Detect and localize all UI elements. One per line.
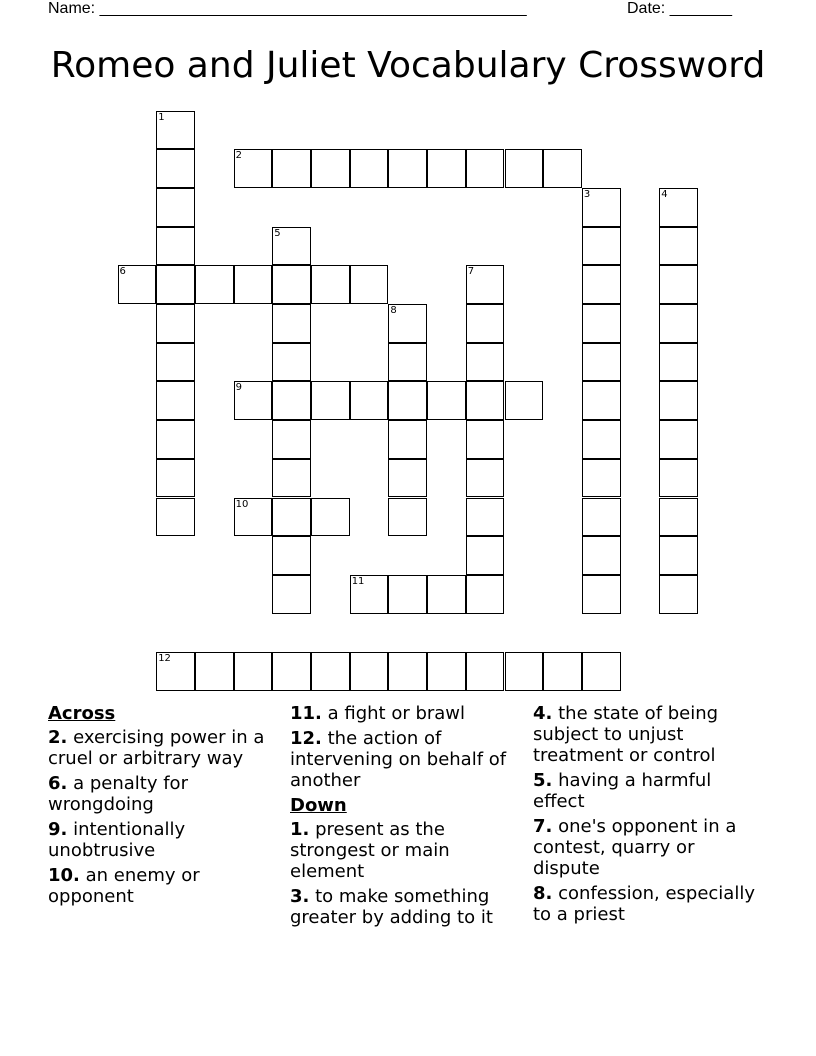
crossword-cell[interactable] xyxy=(659,227,698,266)
clue-item xyxy=(290,819,522,882)
crossword-cell[interactable] xyxy=(582,459,621,498)
crossword-cell[interactable] xyxy=(659,188,698,227)
crossword-cell[interactable] xyxy=(234,652,273,691)
crossword-cell[interactable] xyxy=(272,536,311,575)
crossword-cell[interactable] xyxy=(350,575,389,614)
clue-number: 8. xyxy=(533,883,553,904)
crossword-cell[interactable] xyxy=(466,343,505,382)
crossword-cell[interactable] xyxy=(543,652,582,691)
clue-text: intentionally unobtrusive xyxy=(48,819,186,861)
clue-number: 1. xyxy=(290,819,310,840)
crossword-cell[interactable] xyxy=(582,343,621,382)
crossword-cell[interactable] xyxy=(156,227,195,266)
clue-number: 7. xyxy=(533,816,553,837)
crossword-cell[interactable] xyxy=(272,652,311,691)
clue-number: 11. xyxy=(290,703,322,724)
crossword-cell[interactable] xyxy=(582,188,621,227)
clue-text: to make something greater by adding to it xyxy=(290,886,493,928)
cell-clue-number: 8 xyxy=(390,305,397,316)
cell-clue-number: 3 xyxy=(583,188,591,200)
clue-number: 10. xyxy=(48,865,80,886)
crossword-cell[interactable] xyxy=(466,420,505,459)
crossword-cell[interactable] xyxy=(659,381,698,420)
crossword-cell[interactable] xyxy=(350,381,389,420)
crossword-cell[interactable] xyxy=(466,459,505,498)
crossword-cell[interactable] xyxy=(156,420,195,459)
crossword-cell[interactable] xyxy=(659,265,698,304)
crossword-cell[interactable] xyxy=(659,343,698,382)
crossword-cell[interactable] xyxy=(388,575,427,614)
clue-text: an enemy or opponent xyxy=(48,865,200,907)
crossword-cell[interactable] xyxy=(350,265,389,304)
crossword-cell[interactable] xyxy=(156,188,195,227)
crossword-cell[interactable] xyxy=(582,536,621,575)
crossword-cell[interactable] xyxy=(427,575,466,614)
crossword-cell[interactable] xyxy=(156,149,195,188)
crossword-cell[interactable] xyxy=(388,498,427,537)
crossword-cell[interactable] xyxy=(156,343,195,382)
crossword-cell[interactable] xyxy=(311,381,350,420)
crossword-cell[interactable] xyxy=(350,149,389,188)
crossword-cell[interactable] xyxy=(234,265,273,304)
crossword-cell[interactable] xyxy=(156,652,195,691)
crossword-cell[interactable] xyxy=(659,575,698,614)
clue-item xyxy=(533,703,765,766)
crossword-cell[interactable] xyxy=(582,381,621,420)
clue-section-heading: Across xyxy=(48,703,116,724)
crossword-cell[interactable] xyxy=(466,265,505,304)
crossword-cell[interactable] xyxy=(659,420,698,459)
crossword-cell[interactable] xyxy=(388,343,427,382)
crossword-cell[interactable] xyxy=(156,381,195,420)
crossword-cell[interactable] xyxy=(659,304,698,343)
crossword-cell[interactable] xyxy=(582,420,621,459)
crossword-cell[interactable] xyxy=(505,652,544,691)
crossword-cell[interactable] xyxy=(427,652,466,691)
crossword-cell[interactable] xyxy=(582,227,621,266)
clue-column-3 xyxy=(533,703,765,929)
crossword-cell[interactable] xyxy=(427,149,466,188)
crossword-cell[interactable] xyxy=(388,149,427,188)
crossword-cell[interactable] xyxy=(156,304,195,343)
crossword-cell[interactable] xyxy=(427,381,466,420)
crossword-cell[interactable] xyxy=(505,381,544,420)
clue-number: 2. xyxy=(48,727,68,748)
clue-number: 12. xyxy=(290,728,322,749)
crossword-cell[interactable] xyxy=(388,381,427,420)
crossword-cell[interactable] xyxy=(466,149,505,188)
clue-section-heading: Down xyxy=(290,795,347,816)
clue-number: 6. xyxy=(48,773,68,794)
crossword-cell[interactable] xyxy=(582,304,621,343)
crossword-cell[interactable] xyxy=(272,381,311,420)
crossword-cell[interactable] xyxy=(388,304,427,343)
crossword-cell[interactable] xyxy=(466,536,505,575)
clue-item xyxy=(48,819,280,861)
crossword-cell[interactable] xyxy=(234,498,273,537)
clue-item xyxy=(533,816,765,879)
crossword-cell[interactable] xyxy=(582,652,621,691)
crossword-cell[interactable] xyxy=(659,536,698,575)
clue-item xyxy=(290,703,522,724)
clue-number: 3. xyxy=(290,886,310,907)
crossword-cell[interactable] xyxy=(466,652,505,691)
crossword-cell[interactable] xyxy=(272,227,311,266)
crossword-cell[interactable] xyxy=(234,381,273,420)
crossword-cell[interactable] xyxy=(466,498,505,537)
crossword-cell[interactable] xyxy=(311,652,350,691)
clue-text: present as the strongest or main element xyxy=(290,819,450,882)
cell-clue-number: 1 xyxy=(158,111,165,123)
crossword-cell[interactable] xyxy=(118,265,157,304)
crossword-cell[interactable] xyxy=(659,459,698,498)
cell-clue-number: 2 xyxy=(235,150,242,162)
crossword-cell[interactable] xyxy=(543,149,582,188)
clue-item xyxy=(48,773,280,815)
crossword-cell[interactable] xyxy=(234,149,273,188)
crossword-cell[interactable] xyxy=(195,652,234,691)
clue-text: a fight or brawl xyxy=(321,703,466,724)
page-title: Romeo and Juliet Vocabulary Crossword xyxy=(50,45,766,86)
crossword-cell[interactable] xyxy=(311,149,350,188)
crossword-cell[interactable] xyxy=(272,265,311,304)
crossword-cell[interactable] xyxy=(466,381,505,420)
crossword-cell[interactable] xyxy=(582,498,621,537)
clue-item xyxy=(48,865,280,907)
cell-clue-number: 10 xyxy=(235,498,249,510)
clue-text: one's opponent in a contest, quarry or dispute xyxy=(533,816,737,879)
crossword-cell[interactable] xyxy=(272,420,311,459)
clue-column-2 xyxy=(290,703,522,932)
crossword-cell[interactable] xyxy=(156,265,195,304)
clue-item xyxy=(533,770,765,812)
cell-clue-number: 9 xyxy=(235,382,242,394)
cell-clue-number: 11 xyxy=(351,575,365,587)
clue-text: confession, especially to a priest xyxy=(533,883,755,925)
crossword-cell[interactable] xyxy=(272,343,311,382)
clue-number: 5. xyxy=(533,770,553,791)
crossword-cell[interactable] xyxy=(156,111,195,150)
crossword-cell[interactable] xyxy=(466,575,505,614)
crossword-cell[interactable] xyxy=(505,149,544,188)
crossword-cell[interactable] xyxy=(156,498,195,537)
clue-text: the state of being subject to unjust treatment or control xyxy=(533,703,719,766)
cell-clue-number: 6 xyxy=(119,266,126,278)
clue-number: 4. xyxy=(533,703,553,724)
name-field-label: Name: ________________________________________________ xyxy=(48,0,527,17)
crossword-cell[interactable] xyxy=(195,265,234,304)
cell-clue-number: 5 xyxy=(274,227,281,239)
clue-item xyxy=(533,883,765,925)
cell-clue-number: 12 xyxy=(158,653,171,665)
crossword-cell[interactable] xyxy=(156,459,195,498)
clue-text: the action of intervening on behalf of another xyxy=(290,728,507,791)
cell-clue-number: 7 xyxy=(467,266,475,278)
clue-item xyxy=(48,727,280,769)
cell-clue-number: 4 xyxy=(661,188,668,200)
clue-item xyxy=(290,728,522,791)
crossword-cell[interactable] xyxy=(582,575,621,614)
crossword-cell[interactable] xyxy=(350,652,389,691)
clue-number: 9. xyxy=(48,819,68,840)
clue-text: exercising power in a cruel or arbitrary way xyxy=(48,727,265,769)
clue-text: having a harmful effect xyxy=(533,770,712,812)
crossword-cell[interactable] xyxy=(388,652,427,691)
clue-column-1 xyxy=(48,703,280,911)
crossword-cell[interactable] xyxy=(466,304,505,343)
crossword-cell[interactable] xyxy=(659,498,698,537)
clue-text: a penalty for wrongdoing xyxy=(48,773,188,815)
crossword-cell[interactable] xyxy=(388,420,427,459)
crossword-cell[interactable] xyxy=(582,265,621,304)
crossword-cell[interactable] xyxy=(272,149,311,188)
crossword-cell[interactable] xyxy=(272,304,311,343)
crossword-cell[interactable] xyxy=(311,498,350,537)
clue-item xyxy=(290,886,522,928)
crossword-cell[interactable] xyxy=(311,265,350,304)
date-field-label: Date: _______ xyxy=(627,0,732,17)
crossword-cell[interactable] xyxy=(272,575,311,614)
crossword-cell[interactable] xyxy=(272,498,311,537)
crossword-cell[interactable] xyxy=(388,459,427,498)
crossword-cell[interactable] xyxy=(272,459,311,498)
